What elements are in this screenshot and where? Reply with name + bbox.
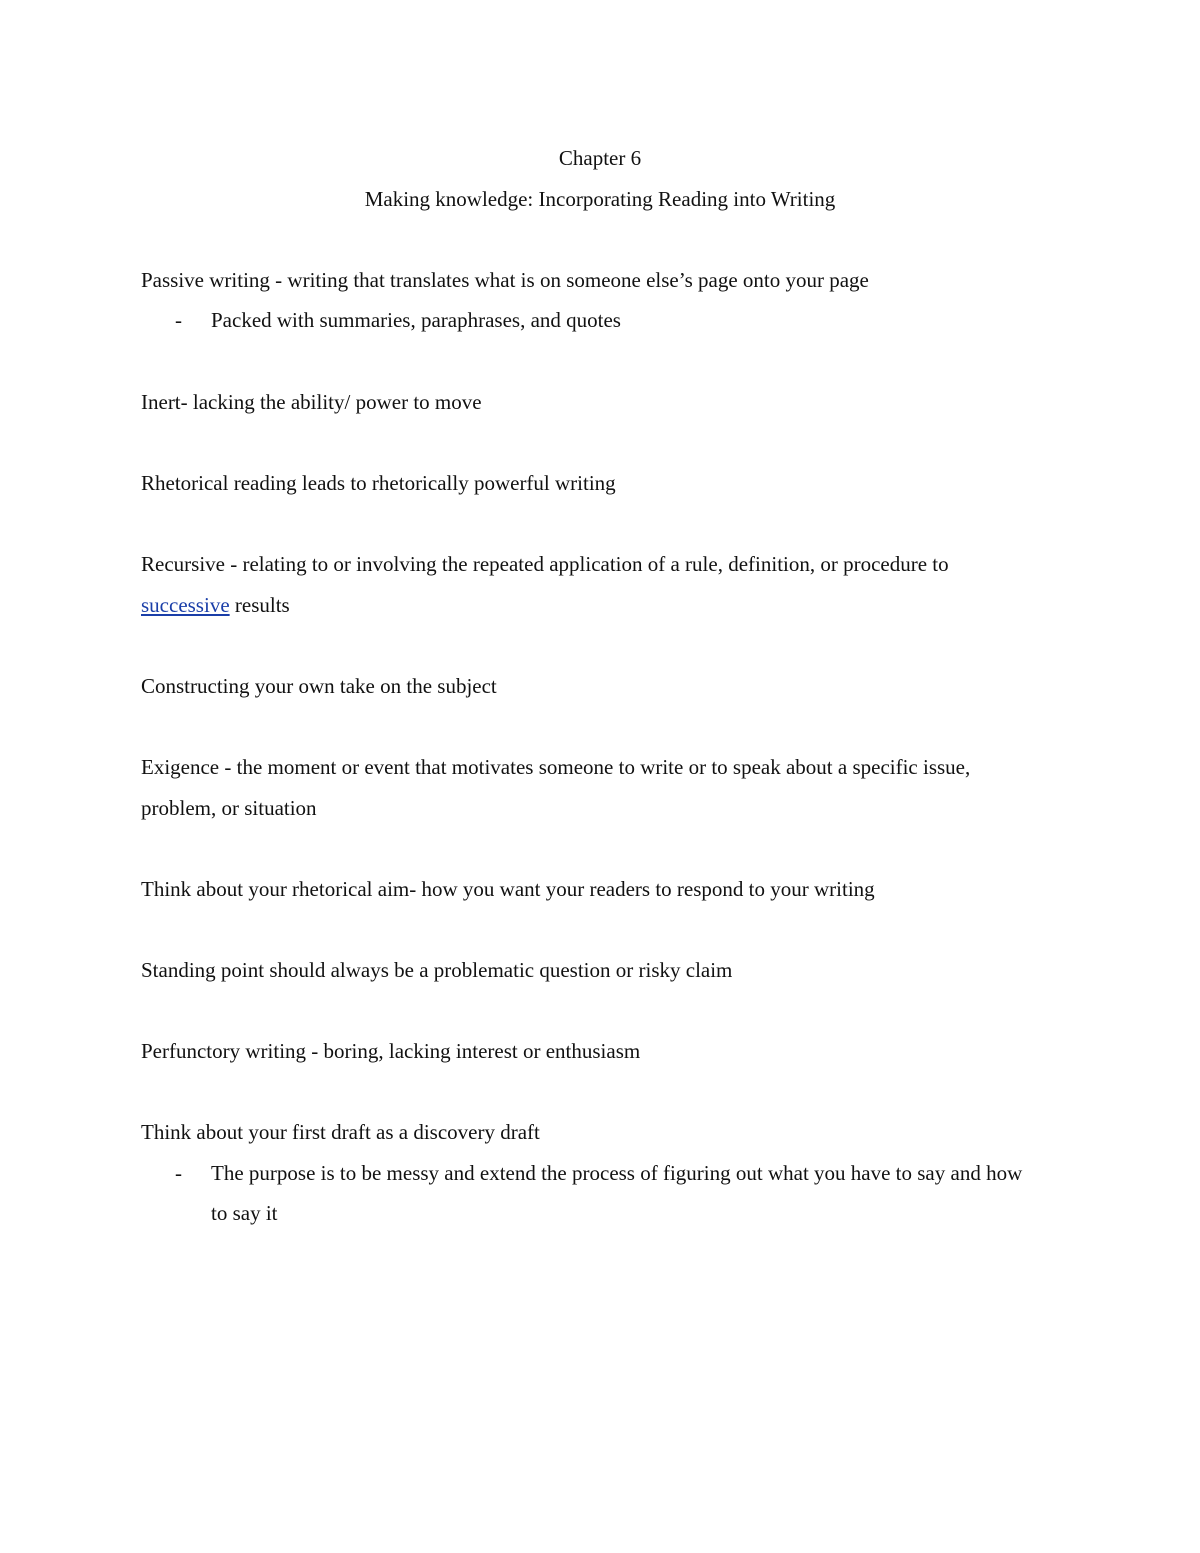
spacer [141,828,1061,869]
note-passive-writing: Passive writing - writing that translates what is on someone else’s page onto your page [141,267,869,292]
spacer [141,422,1061,463]
note-rhetorical-reading: Rhetorical reading leads to rhetorically powerful writing [141,470,616,495]
chapter-heading: Chapter 6 [558,146,642,170]
successive-link[interactable]: successive [141,592,230,617]
note-standing-point: Standing point should always be a problematic question or risky claim [141,957,733,982]
bullet-item [141,1153,1041,1234]
bullet-dash: - [175,1160,182,1185]
spacer [141,909,1061,950]
document-body [141,138,1061,1234]
spacer [141,503,1061,544]
spacer [141,341,1061,382]
note-exigence: Exigence - the moment or event that motivates someone to write or to speak about a specific issue, problem, or situation [141,754,971,820]
chapter-title: Making knowledge: Incorporating Reading into Writing [364,186,836,211]
bullet-text: The purpose is to be messy and extend the process of figuring out what you have to say and how to say it [211,1160,1023,1226]
spacer [141,219,1061,260]
spacer [141,1072,1061,1113]
note-discovery-draft: Think about your first draft as a discovery draft [141,1120,540,1145]
spacer [141,990,1061,1031]
bullet-text: Packed with summaries, paraphrases, and quotes [211,308,621,333]
spacer [141,706,1061,747]
bullet-item [141,300,1061,341]
note-constructing: Constructing your own take on the subject [141,673,497,698]
note-perfunctory: Perfunctory writing - boring, lacking interest or enthusiasm [141,1039,641,1064]
recursive-text: Recursive - relating to or involving the repeated application of a rule, definition, or procedure to [141,551,949,576]
note-rhetorical-aim: Think about your rhetorical aim- how you want your readers to respond to your writing [141,876,875,901]
note-inert: Inert- lacking the ability/ power to move [141,389,482,414]
spacer [141,625,1061,666]
bullet-dash: - [175,308,182,333]
recursive-text-end: results [229,592,290,617]
note-recursive [141,544,1061,625]
